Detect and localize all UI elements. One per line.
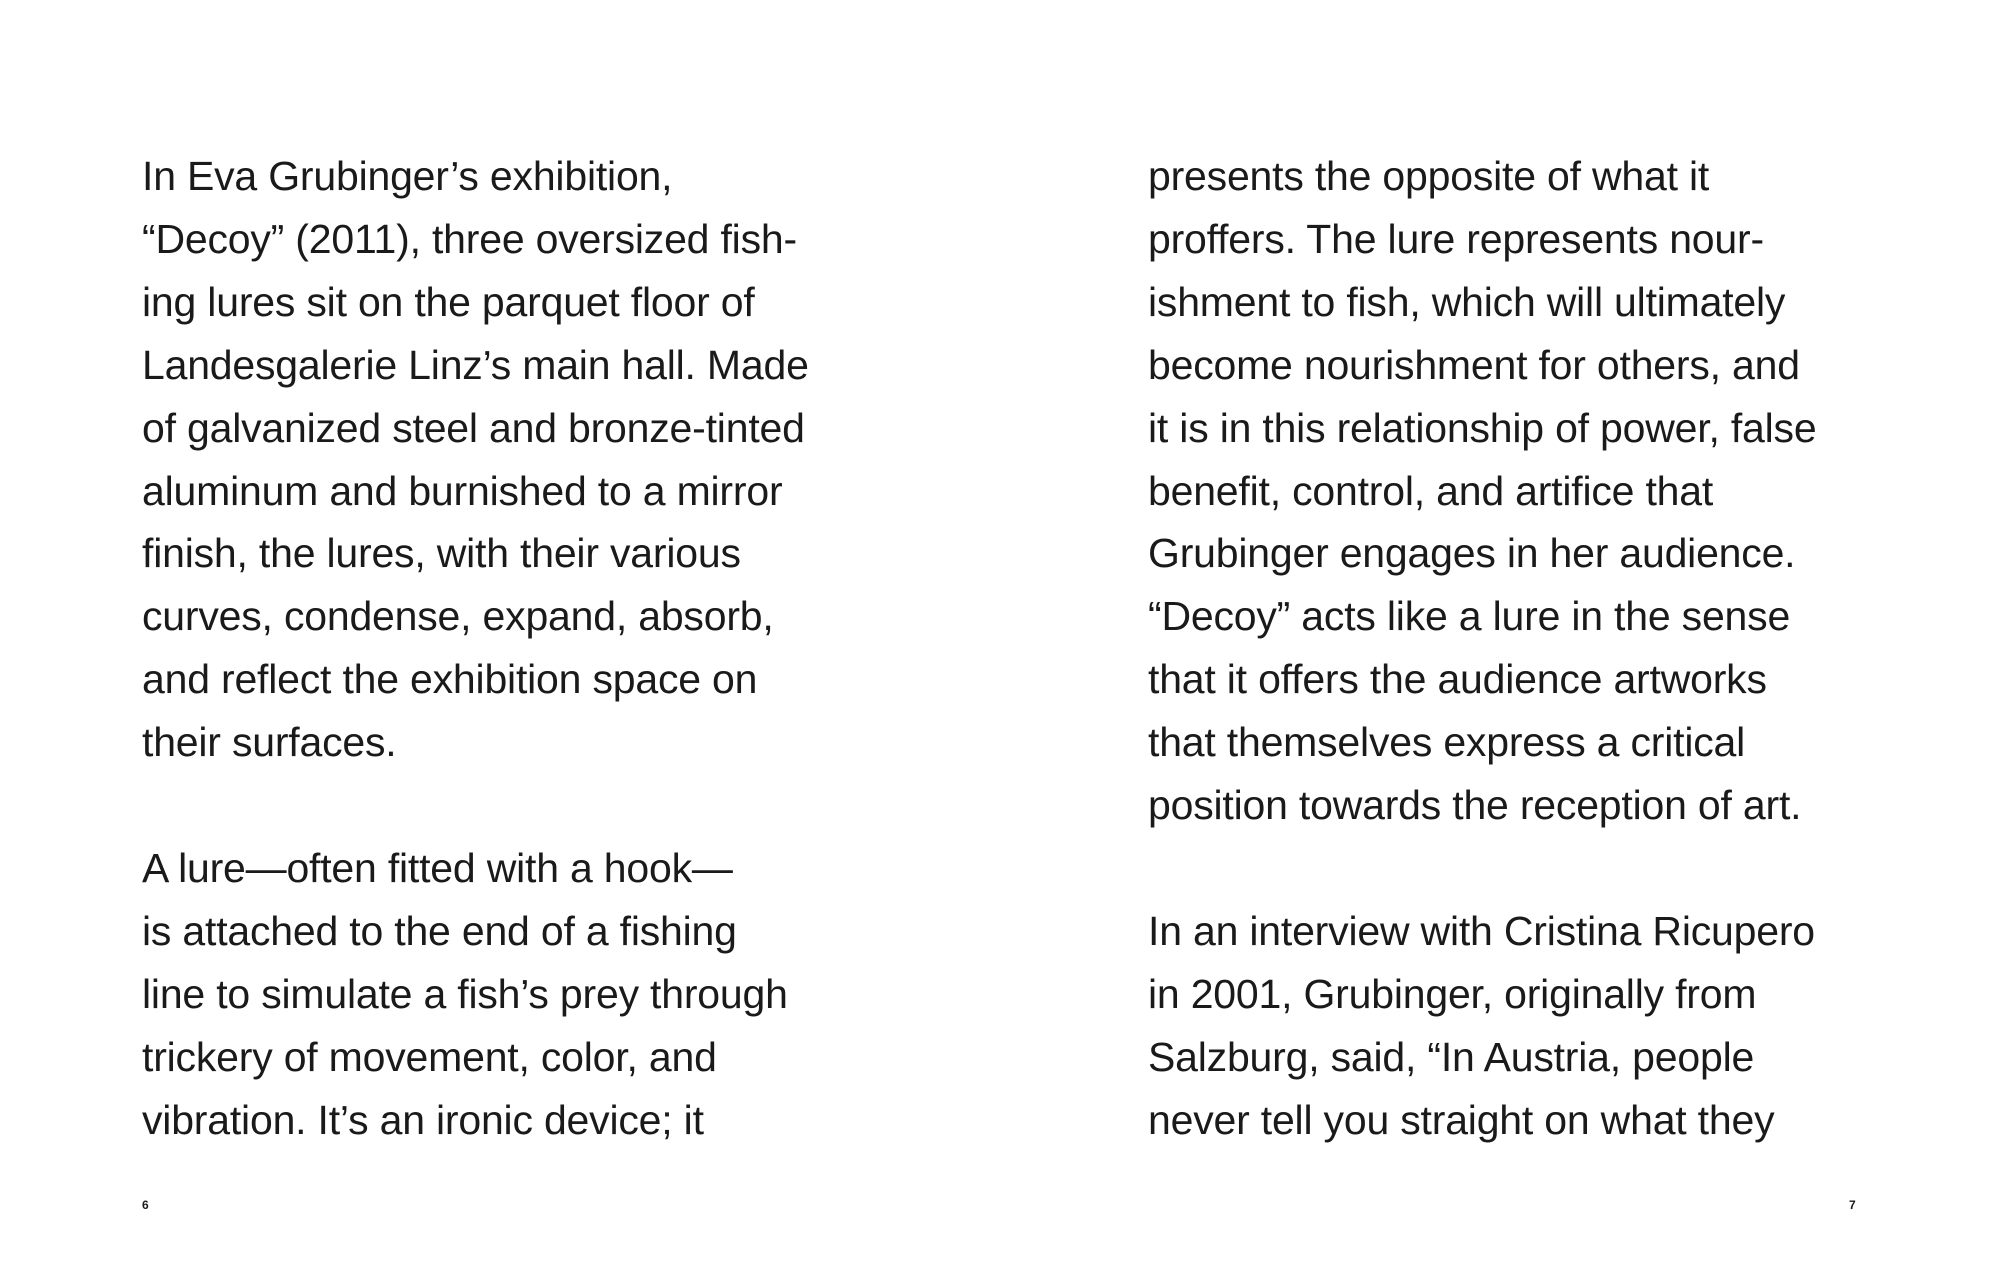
text-line: ing lures sit on the parquet floor of <box>142 278 755 325</box>
text-line: In Eva Grubinger’s exhibition, <box>142 153 673 199</box>
right-page <box>1000 0 2000 1270</box>
page-number-left: 6 <box>142 1198 150 1212</box>
text-line: aluminum and burnished to a mirror <box>142 467 783 514</box>
text-line: become nourishment for others, and <box>1148 341 1800 388</box>
text-line: their surfaces. <box>142 719 397 766</box>
right-text-column <box>1148 145 1908 1151</box>
text-line: “Decoy” (2011), three oversized fish- <box>142 215 797 262</box>
text-line: presents the opposite of what it <box>1148 153 1710 199</box>
text-line: position towards the reception of art. <box>1148 782 1802 829</box>
text-line: Landesgalerie Linz’s main hall. Made <box>142 341 809 388</box>
text-line: trickery of movement, color, and <box>142 1033 717 1080</box>
text-line: Salzburg, said, “In Austria, people <box>1148 1033 1755 1080</box>
text-line: and reflect the exhibition space on <box>142 656 758 703</box>
left-text-column <box>142 145 902 1151</box>
text-line: in 2001, Grubinger, originally from <box>1148 970 1757 1017</box>
text-line: A lure—often fitted with a hook— <box>142 844 733 891</box>
page-number-right: 7 <box>1849 1198 1857 1212</box>
text-line: benefit, control, and artifice that <box>1148 467 1714 514</box>
text-line: it is in this relationship of power, false <box>1148 404 1817 451</box>
paragraph-break <box>142 774 902 837</box>
text-line: In an interview with Cristina Ricupero <box>1148 907 1815 954</box>
text-line: that themselves express a critical <box>1148 719 1746 766</box>
text-line: proffers. The lure represents nour- <box>1148 215 1764 262</box>
text-line: Grubinger engages in her audience. <box>1148 530 1796 577</box>
text-line: that it offers the audience artworks <box>1148 656 1767 703</box>
text-line: curves, condense, expand, absorb, <box>142 593 774 640</box>
text-line: of galvanized steel and bronze-tinted <box>142 404 805 451</box>
text-line: line to simulate a fish’s prey through <box>142 970 788 1017</box>
paragraph-break <box>1148 837 1908 900</box>
text-line: never tell you straight on what they <box>1148 1096 1775 1143</box>
text-line: ishment to fish, which will ultimately <box>1148 278 1786 325</box>
text-line: is attached to the end of a fishing <box>142 907 737 954</box>
text-line: finish, the lures, with their various <box>142 530 741 577</box>
text-line: “Decoy” acts like a lure in the sense <box>1148 593 1791 640</box>
text-line: vibration. It’s an ironic device; it <box>142 1096 704 1143</box>
